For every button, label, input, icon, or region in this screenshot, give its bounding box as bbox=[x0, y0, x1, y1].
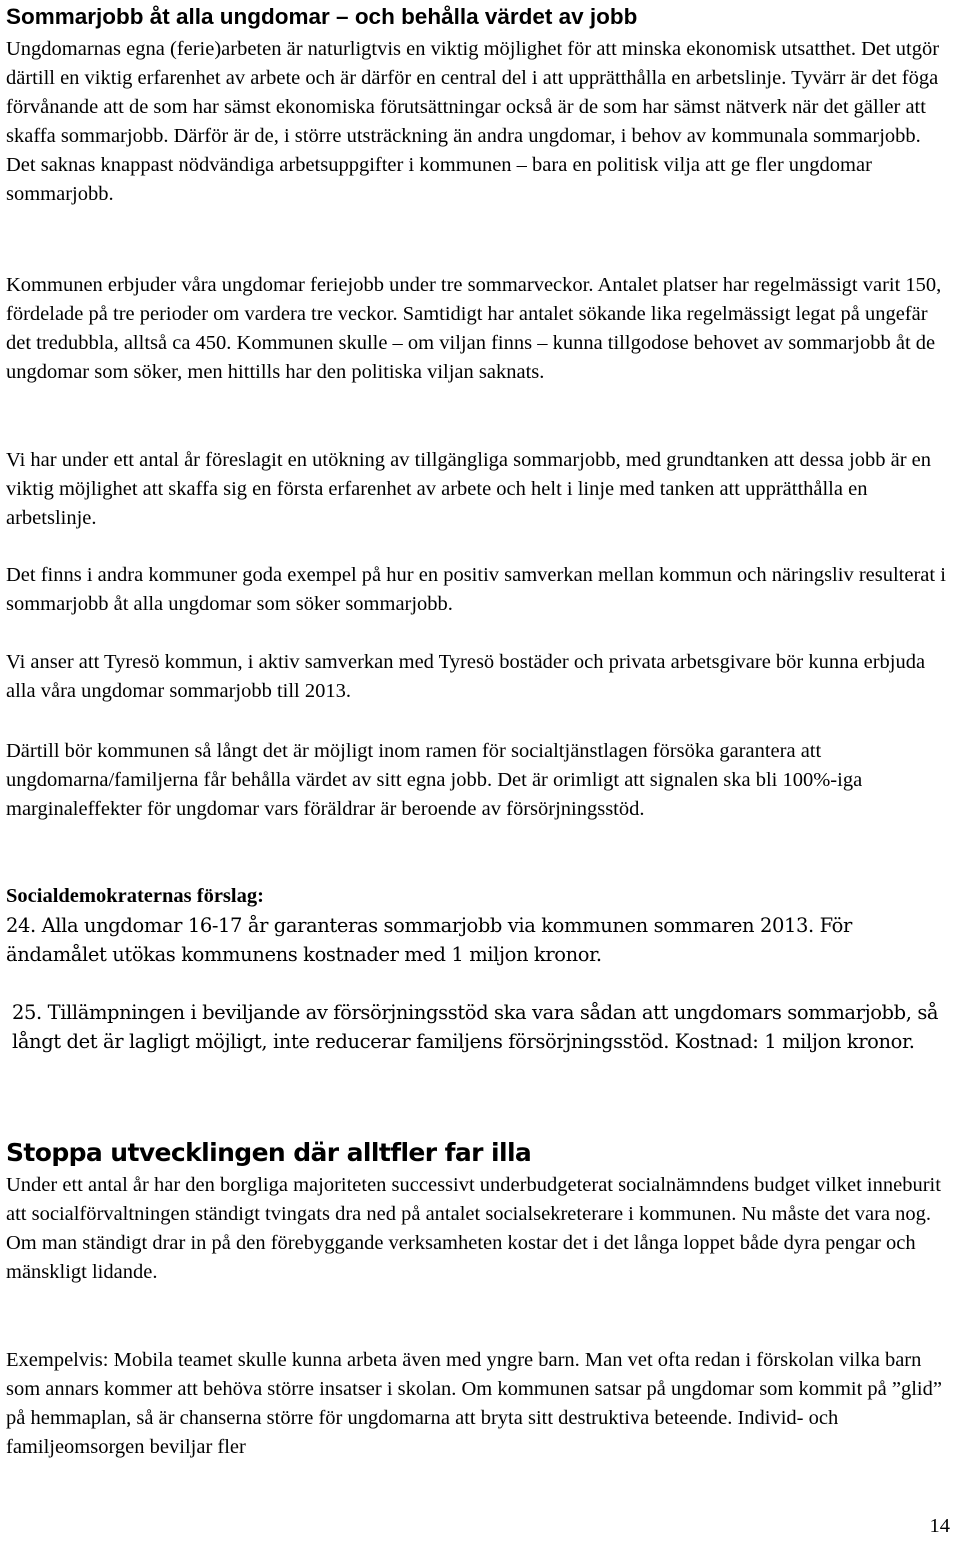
paragraph-5: Vi anser att Tyresö kommun, i aktiv samverkan med Tyresö bostäder och privata arbetsgivare bör kunna erbjuda alla våra ungdomar sommarjobb till 2013. bbox=[6, 651, 926, 702]
proposal-24: 24. Alla ungdomar 16-17 år garanteras sommarjobb via kommunen sommaren 2013. För ändamålet utökas kommunens kostnader med 1 miljon kronor. bbox=[6, 914, 852, 966]
paragraph-8: Exempelvis: Mobila teamet skulle kunna arbeta även med yngre barn. Man vet ofta redan i förskolan vilka barn som annars kommer att behöva större insatser i skolan. Om kommunen satsar på ungdomar som kommit på ”glid” på hemmaplan, så är chanserna större för ungdomarna att bryta sitt destruktiva beteende. Individ- och familjeomsorgen beviljar fler bbox=[6, 1349, 942, 1458]
paragraph-1: Ungdomarnas egna (ferie)arbeten är naturligtvis en viktig möjlighet för att minska ekonomisk utsatthet. Det utgör därtill en viktig erfarenhet av arbete och är därför en central del i att upprätthålla en arbetslinje. Tyvärr är det föga förvånande att de som har sämst ekonomiska förutsättningar också är de som har sämst nätverk när det gäller att skaffa sommarjobb. Därför är de, i större utsträckning än andra ungdomar, i behov av kommunala sommarjobb. Det saknas knappast nödvändiga arbetsuppgifter i kommunen – bara en politisk vilja att ge fler ungdomar sommarjobb. bbox=[6, 38, 940, 205]
paragraph-6: Därtill bör kommunen så långt det är möjligt inom ramen för socialtjänstlagen försöka garantera att ungdomarna/familjerna får behålla värdet av sitt egna jobb. Det är orimligt att signalen ska bli 100%-iga marginaleffekter för ungdomar vars föräldrar är beroende av försörjningsstöd. bbox=[6, 740, 863, 820]
proposals-heading: Socialdemokraternas förslag: bbox=[6, 885, 264, 907]
paragraph-3: Vi har under ett antal år föreslagit en utökning av tillgängliga sommarjobb, med grundtanken att dessa jobb är en viktig möjlighet att skaffa sig en första erfarenhet av arbete och helt i linje med tanken att upprätthålla en arbetslinje. bbox=[6, 449, 931, 529]
paragraph-7: Under ett antal år har den borgliga majoriteten successivt underbudgeterat socialnämndens budget vilket inneburit att socialförvaltningen ständigt tvingats dra ned på antalet socialsekreterare i kommunen. Nu måste det vara nog. Om man ständigt drar in på den förebyggande verksamheten kostar det i det långa loppet både dyra pengar och mänskligt lidande. bbox=[6, 1174, 941, 1283]
document-page bbox=[6, 0, 954, 1547]
paragraph-4: Det finns i andra kommuner goda exempel på hur en positiv samverkan mellan kommun och näringsliv resulterat i sommarjobb åt alla ungdomar som söker sommarjobb. bbox=[6, 564, 946, 615]
proposal-25: 25. Tillämpningen i beviljande av försörjningsstöd ska vara sådan att ungdomars sommarjobb, så långt det är lagligt möjligt, inte reducerar familjens försörjningsstöd. Kostnad: 1 miljon kronor. bbox=[12, 1001, 939, 1053]
page-number: 14 bbox=[929, 1515, 950, 1537]
paragraph-2: Kommunen erbjuder våra ungdomar feriejobb under tre sommarveckor. Antalet platser har regelmässigt varit 150, fördelade på tre perioder om vardera tre veckor. Samtidigt har antalet sökande lika regelmässigt legat på ungefär det tredubbla, alltså ca 450. Kommunen skulle – om viljan finns – kunna tillgodose behovet av sommarjobb åt de ungdomar som söker, men hittills har den politiska viljan saknats. bbox=[6, 274, 942, 383]
section-heading-summer-jobs: Sommarjobb åt alla ungdomar – och behålla värdet av jobb bbox=[6, 4, 638, 29]
section-heading-stop-development: Stoppa utvecklingen där alltfler far illa bbox=[6, 1138, 532, 1167]
